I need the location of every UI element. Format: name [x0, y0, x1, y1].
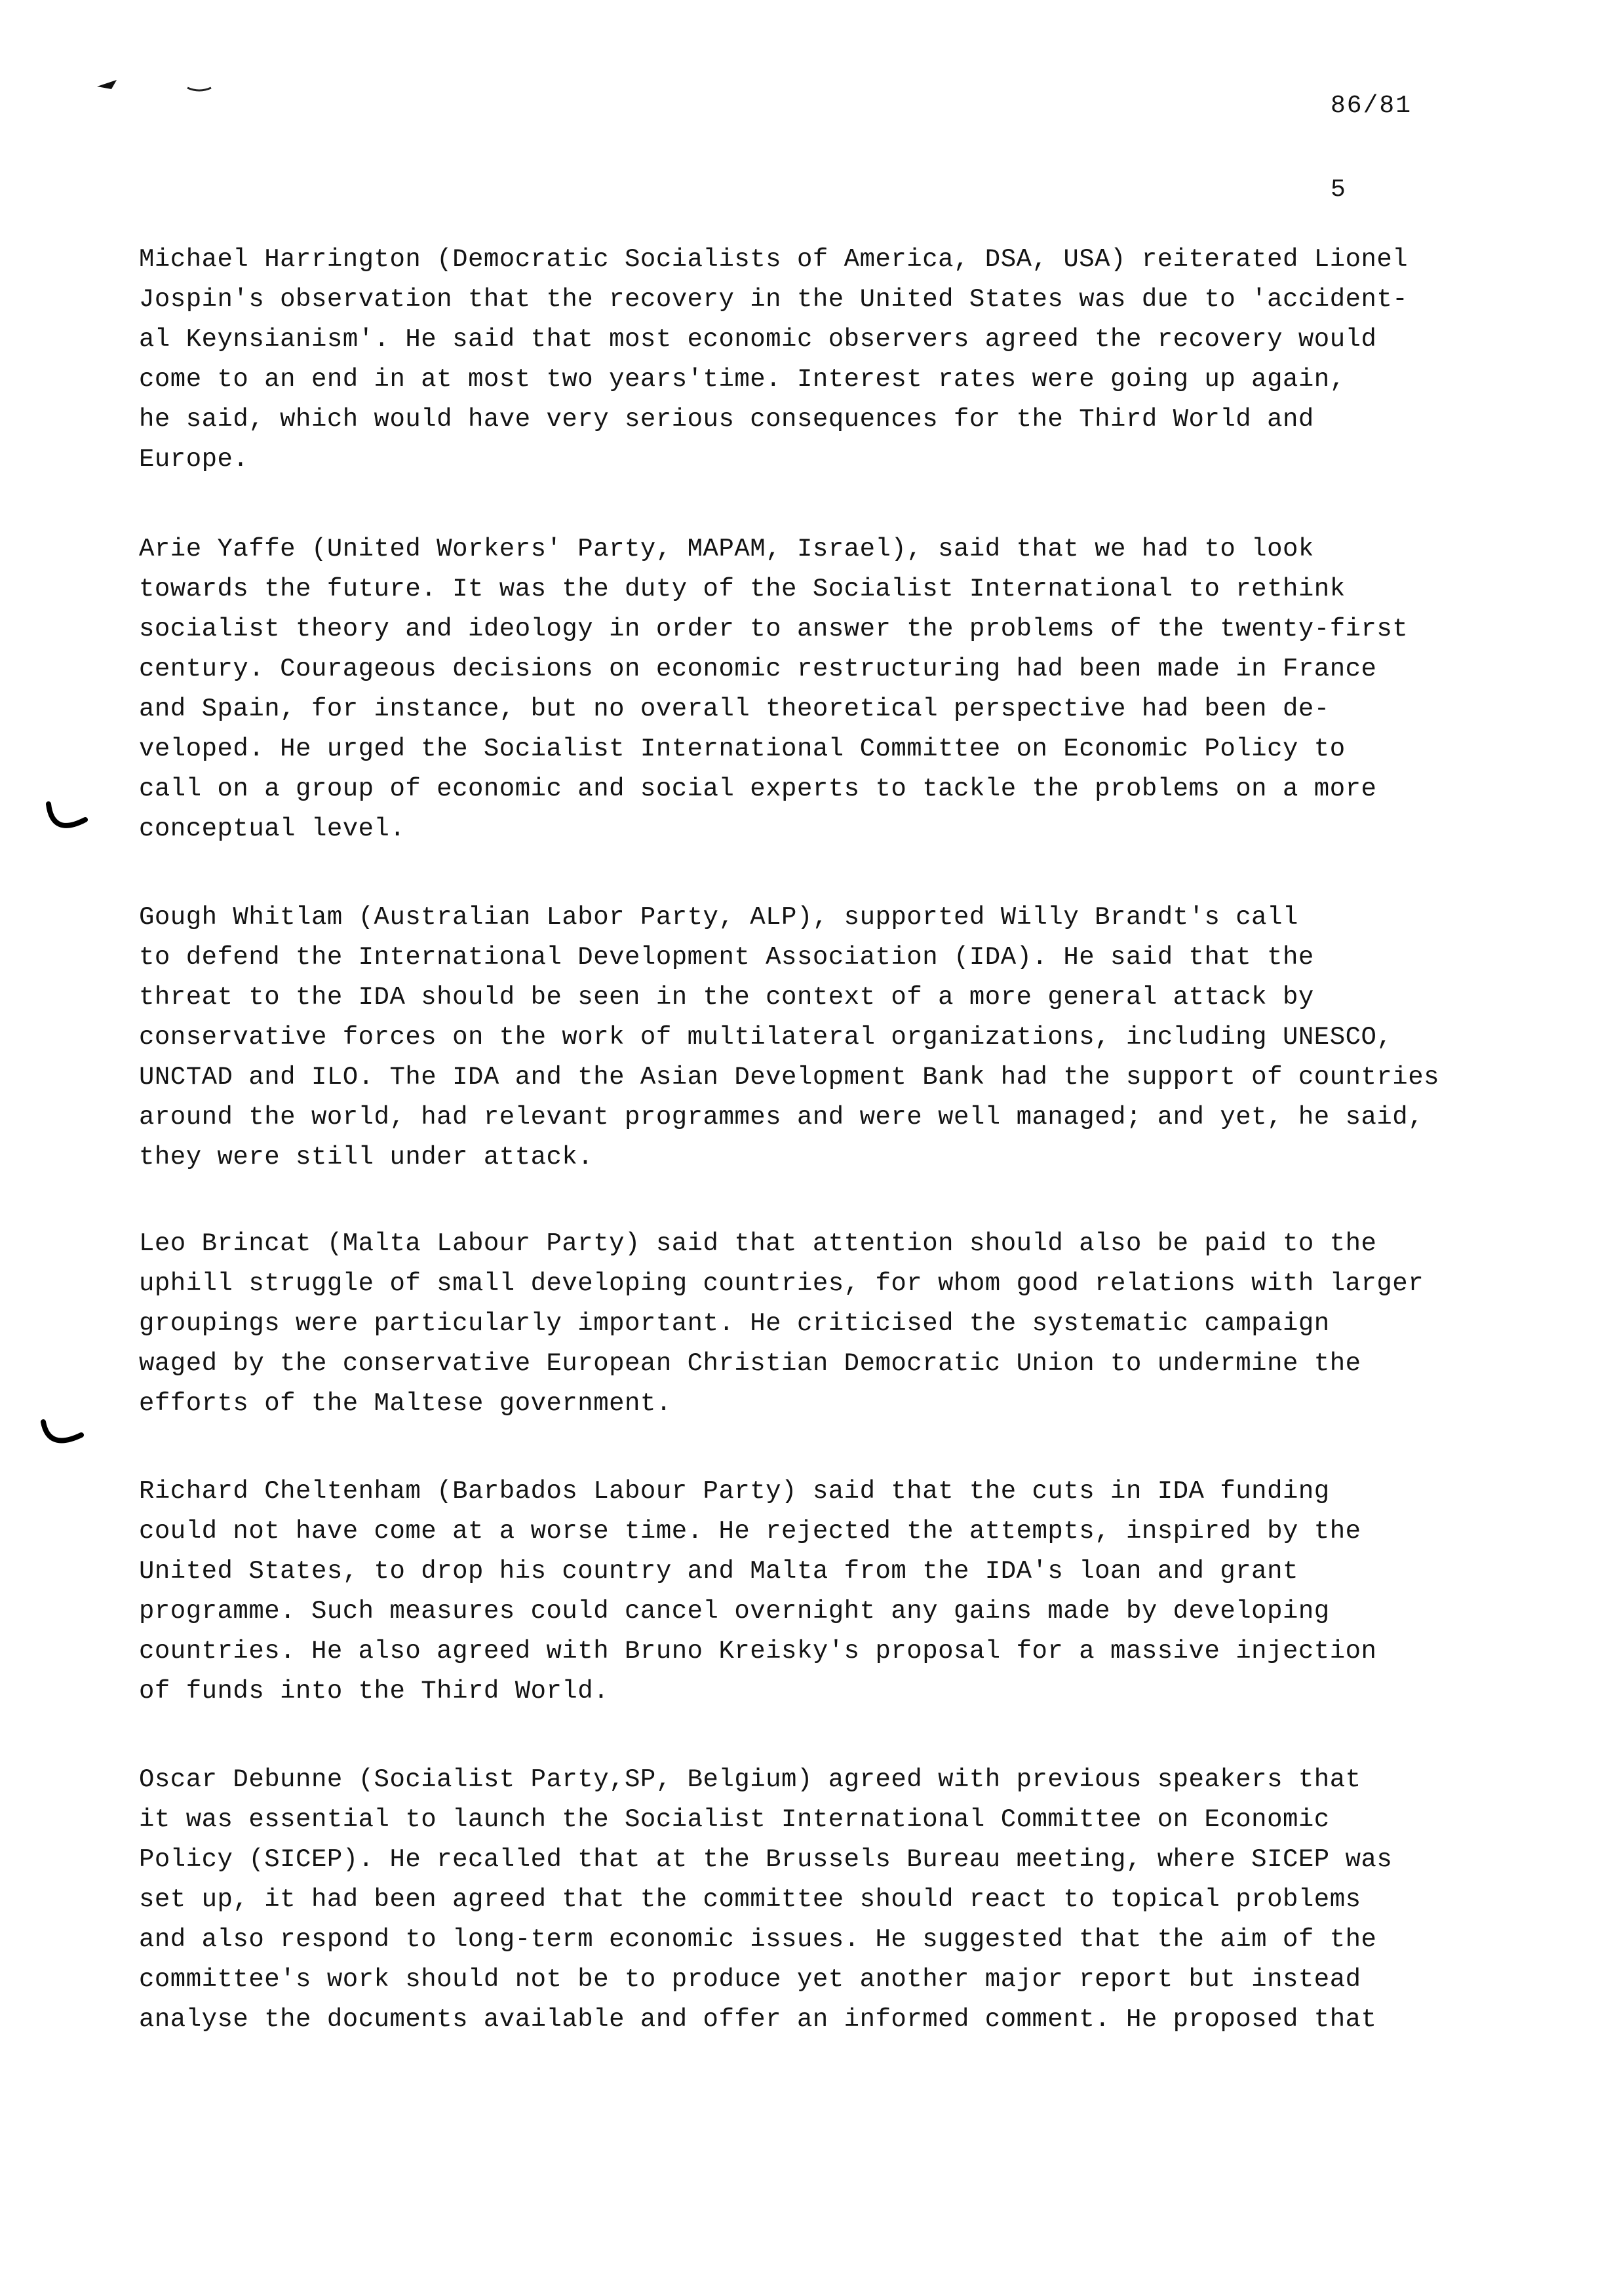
paragraph-yaffe	[139, 529, 1515, 849]
text-line: call on a group of economic and social experts to tackle the problems on a more	[139, 775, 1377, 803]
text-line: and also respond to long-term economic issues. He suggested that the aim of the	[139, 1925, 1377, 1954]
text-line: uphill struggle of small developing countries, for whom good relations with larger	[139, 1269, 1424, 1298]
text-line: set up, it had been agreed that the committee should react to topical problems	[139, 1885, 1361, 1914]
text-line: and Spain, for instance, but no overall theoretical perspective had been de-	[139, 695, 1330, 723]
text-line: analyse the documents available and offer an informed comment. He proposed that	[139, 2005, 1377, 2034]
paragraph-brincat	[139, 1224, 1515, 1424]
text-line: groupings were particularly important. He criticised the systematic campaign	[139, 1309, 1330, 1338]
page-number: 5	[1331, 176, 1346, 204]
text-line: Leo Brincat (Malta Labour Party) said that attention should also be paid to the	[139, 1229, 1377, 1258]
text-line: could not have come at a worse time. He rejected the attempts, inspired by the	[139, 1517, 1361, 1546]
paragraph-debunne	[139, 1760, 1515, 2040]
text-line: come to an end in at most two years'time. Interest rates were going up again,	[139, 365, 1346, 394]
text-line: al Keynsianism'. He said that most economic observers agreed the recovery would	[139, 325, 1377, 354]
text-line: Arie Yaffe (United Workers' Party, MAPAM, Israel), said that we had to look	[139, 535, 1314, 564]
text-line: century. Courageous decisions on economic restructuring had been made in France	[139, 655, 1377, 683]
text-line: efforts of the Maltese government.	[139, 1389, 672, 1418]
text-line: Oscar Debunne (Socialist Party,SP, Belgium) agreed with previous speakers that	[139, 1765, 1361, 1794]
text-line: United States, to drop his country and Malta from the IDA's loan and grant	[139, 1557, 1298, 1586]
text-line: Richard Cheltenham (Barbados Labour Party) said that the cuts in IDA funding	[139, 1477, 1330, 1506]
text-line: veloped. He urged the Socialist International Committee on Economic Policy to	[139, 735, 1346, 763]
punch-hole-mark-upper	[42, 796, 94, 849]
text-line: socialist theory and ideology in order to answer the problems of the twenty-first	[139, 615, 1409, 643]
paragraph-harrington	[139, 240, 1515, 480]
text-line: Policy (SICEP). He recalled that at the Brussels Bureau meeting, where SICEP was	[139, 1845, 1393, 1874]
text-line: UNCTAD and ILO. The IDA and the Asian Development Bank had the support of countries	[139, 1063, 1440, 1092]
text-line: conceptual level.	[139, 814, 406, 843]
scan-tick-mark	[185, 79, 218, 105]
text-line: waged by the conservative European Christian Democratic Union to undermine the	[139, 1349, 1361, 1378]
text-line: he said, which would have very serious consequences for the Third World and	[139, 405, 1314, 434]
punch-hole-mark-lower	[37, 1415, 89, 1468]
text-line: it was essential to launch the Socialist International Committee on Economic	[139, 1805, 1330, 1834]
paragraph-whitlam	[139, 898, 1515, 1177]
text-line: towards the future. It was the duty of the Socialist International to rethink	[139, 575, 1346, 603]
text-line: Gough Whitlam (Australian Labor Party, ALP), supported Willy Brandt's call	[139, 903, 1298, 932]
document-reference: 86/81	[1331, 92, 1412, 120]
text-line: of funds into the Third World.	[139, 1677, 610, 1706]
scan-dot-mark	[92, 72, 131, 98]
text-line: they were still under attack.	[139, 1143, 594, 1172]
text-line: programme. Such measures could cancel overnight any gains made by developing	[139, 1597, 1330, 1626]
text-line: countries. He also agreed with Bruno Kreisky's proposal for a massive injection	[139, 1637, 1377, 1666]
text-line: threat to the IDA should be seen in the context of a more general attack by	[139, 983, 1314, 1012]
text-line: conservative forces on the work of multilateral organizations, including UNESCO,	[139, 1023, 1393, 1052]
text-line: Michael Harrington (Democratic Socialists of America, DSA, USA) reiterated Lionel	[139, 245, 1409, 274]
paragraph-cheltenham	[139, 1472, 1515, 1712]
text-line: Jospin's observation that the recovery in the United States was due to 'accident-	[139, 285, 1409, 314]
text-line: committee's work should not be to produce yet another major report but instead	[139, 1965, 1361, 1994]
text-line: Europe.	[139, 445, 249, 474]
text-line: to defend the International Development Association (IDA). He said that the	[139, 943, 1314, 972]
text-line: around the world, had relevant programmes and were well managed; and yet, he said,	[139, 1103, 1424, 1132]
